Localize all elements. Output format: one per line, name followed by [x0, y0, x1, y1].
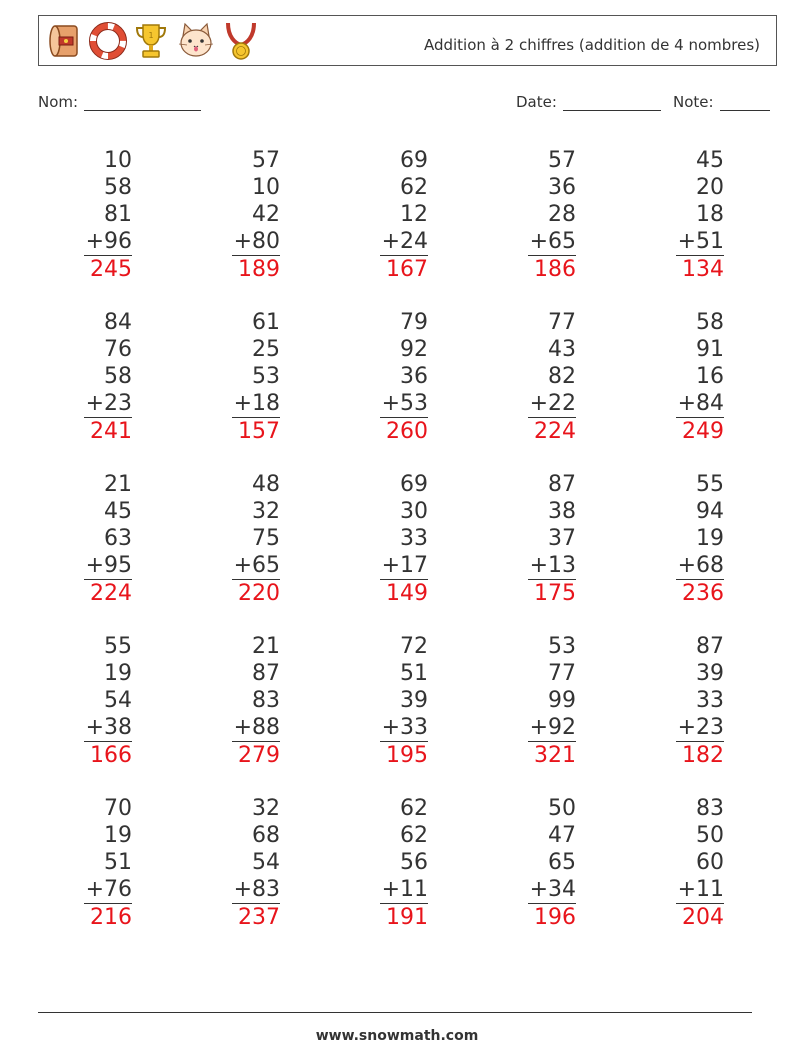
addend: 42 [252, 202, 280, 227]
answer: 204 [682, 905, 724, 930]
answer: 167 [386, 257, 428, 282]
addend: 47 [548, 823, 576, 848]
page-title: Addition à 2 chiffres (addition de 4 nombres) [423, 36, 760, 54]
addend: 39 [400, 688, 428, 713]
addend: 62 [400, 823, 428, 848]
addend: 36 [400, 364, 428, 389]
addend: 92 [400, 337, 428, 362]
addition-problem [380, 795, 428, 931]
addition-problem [676, 147, 724, 283]
last-addend: +18 [233, 391, 280, 416]
answer: 241 [90, 419, 132, 444]
last-addend: +92 [529, 715, 576, 740]
answer: 186 [534, 257, 576, 282]
last-addend: +22 [529, 391, 576, 416]
answer: 134 [682, 257, 724, 282]
last-addend: +88 [233, 715, 280, 740]
addend: 39 [696, 661, 724, 686]
answer: 149 [386, 581, 428, 606]
addend: 69 [400, 472, 428, 497]
addend: 87 [548, 472, 576, 497]
addend: 45 [104, 499, 132, 524]
answer: 166 [90, 743, 132, 768]
last-addend: +96 [85, 229, 132, 254]
addend: 25 [252, 337, 280, 362]
date-blank[interactable] [563, 95, 661, 111]
answer: 279 [238, 743, 280, 768]
addend: 70 [104, 796, 132, 821]
addend: 57 [252, 148, 280, 173]
addend: 28 [548, 202, 576, 227]
addend: 62 [400, 796, 428, 821]
addend: 77 [548, 661, 576, 686]
addition-problem [84, 795, 132, 931]
last-addend: +23 [85, 391, 132, 416]
addend: 18 [696, 202, 724, 227]
trophy-icon [133, 21, 169, 61]
header-icons [47, 20, 259, 62]
addend: 48 [252, 472, 280, 497]
answer: 175 [534, 581, 576, 606]
addition-problem [232, 795, 280, 931]
addend: 99 [548, 688, 576, 713]
answer: 220 [238, 581, 280, 606]
last-addend: +24 [381, 229, 428, 254]
answer: 191 [386, 905, 428, 930]
last-addend: +23 [677, 715, 724, 740]
addend: 58 [104, 175, 132, 200]
addition-problem [232, 633, 280, 769]
addition-problem [676, 633, 724, 769]
addition-problem [528, 147, 576, 283]
answer: 236 [682, 581, 724, 606]
addend: 19 [104, 661, 132, 686]
addition-problem [84, 147, 132, 283]
answer: 224 [534, 419, 576, 444]
addend: 45 [696, 148, 724, 173]
addend: 63 [104, 526, 132, 551]
addition-problem [380, 147, 428, 283]
date-field [516, 93, 661, 111]
addend: 69 [400, 148, 428, 173]
name-label: Nom: [38, 93, 79, 111]
addend: 56 [400, 850, 428, 875]
addend: 62 [400, 175, 428, 200]
last-addend: +83 [233, 877, 280, 902]
addend: 32 [252, 796, 280, 821]
addend: 19 [696, 526, 724, 551]
addend: 94 [696, 499, 724, 524]
addition-problem [380, 633, 428, 769]
lifebuoy-icon [89, 22, 127, 60]
addend: 33 [696, 688, 724, 713]
addend: 58 [696, 310, 724, 335]
addition-problem [232, 309, 280, 445]
addend: 53 [548, 634, 576, 659]
last-addend: +11 [381, 877, 428, 902]
addition-problem [528, 309, 576, 445]
addend: 72 [400, 634, 428, 659]
footer-site: www.snowmath.com [315, 1028, 479, 1044]
last-addend: +84 [677, 391, 724, 416]
addend: 84 [104, 310, 132, 335]
addend: 77 [548, 310, 576, 335]
addend: 55 [696, 472, 724, 497]
date-label: Date: [516, 93, 557, 111]
last-addend: +76 [85, 877, 132, 902]
cat-icon [175, 22, 217, 60]
last-addend: +68 [677, 553, 724, 578]
last-addend: +65 [233, 553, 280, 578]
name-field [38, 93, 201, 111]
addition-problem [528, 471, 576, 607]
addend: 75 [252, 526, 280, 551]
addend: 60 [696, 850, 724, 875]
addend: 20 [696, 175, 724, 200]
addend: 58 [104, 364, 132, 389]
addition-problem [676, 309, 724, 445]
svg-text:1: 1 [148, 31, 154, 40]
addend: 81 [104, 202, 132, 227]
addition-problem [232, 147, 280, 283]
addend: 87 [252, 661, 280, 686]
addend: 21 [252, 634, 280, 659]
addend: 54 [252, 850, 280, 875]
addend: 68 [252, 823, 280, 848]
addend: 50 [696, 823, 724, 848]
addend: 10 [252, 175, 280, 200]
addend: 87 [696, 634, 724, 659]
addition-problem [676, 795, 724, 931]
addend: 79 [400, 310, 428, 335]
last-addend: +38 [85, 715, 132, 740]
medal-icon [223, 21, 259, 61]
addition-problem [84, 471, 132, 607]
answer: 216 [90, 905, 132, 930]
addition-problem [84, 633, 132, 769]
footer-divider [38, 1012, 752, 1013]
last-addend: +80 [233, 229, 280, 254]
last-addend: +51 [677, 229, 724, 254]
addend: 50 [548, 796, 576, 821]
addition-problem [676, 471, 724, 607]
addend: 16 [696, 364, 724, 389]
addend: 91 [696, 337, 724, 362]
addend: 61 [252, 310, 280, 335]
addend: 37 [548, 526, 576, 551]
name-blank[interactable] [84, 95, 201, 111]
last-addend: +33 [381, 715, 428, 740]
addition-problem [232, 471, 280, 607]
addend: 83 [696, 796, 724, 821]
answer: 195 [386, 743, 428, 768]
addend: 38 [548, 499, 576, 524]
answer: 321 [534, 743, 576, 768]
answer: 237 [238, 905, 280, 930]
answer: 189 [238, 257, 280, 282]
last-addend: +53 [381, 391, 428, 416]
last-addend: +11 [677, 877, 724, 902]
addend: 32 [252, 499, 280, 524]
addend: 55 [104, 634, 132, 659]
scroll-icon [47, 22, 83, 60]
addend: 76 [104, 337, 132, 362]
answer: 245 [90, 257, 132, 282]
answer: 260 [386, 419, 428, 444]
addend: 65 [548, 850, 576, 875]
grade-blank[interactable] [720, 95, 770, 111]
addition-problem [380, 309, 428, 445]
addend: 57 [548, 148, 576, 173]
answer: 182 [682, 743, 724, 768]
addition-problem [528, 795, 576, 931]
last-addend: +95 [85, 553, 132, 578]
answer: 224 [90, 581, 132, 606]
addition-problem [380, 471, 428, 607]
worksheet-header [38, 15, 777, 66]
addend: 19 [104, 823, 132, 848]
addend: 83 [252, 688, 280, 713]
grade-field [673, 93, 770, 111]
answer: 157 [238, 419, 280, 444]
last-addend: +13 [529, 553, 576, 578]
addition-problem [84, 309, 132, 445]
addend: 30 [400, 499, 428, 524]
addition-problem [528, 633, 576, 769]
answer: 249 [682, 419, 724, 444]
addend: 33 [400, 526, 428, 551]
addend: 53 [252, 364, 280, 389]
answer: 196 [534, 905, 576, 930]
last-addend: +34 [529, 877, 576, 902]
addend: 36 [548, 175, 576, 200]
addend: 54 [104, 688, 132, 713]
last-addend: +17 [381, 553, 428, 578]
grade-label: Note: [673, 93, 714, 111]
addend: 21 [104, 472, 132, 497]
addend: 82 [548, 364, 576, 389]
addend: 51 [400, 661, 428, 686]
addend: 43 [548, 337, 576, 362]
addend: 51 [104, 850, 132, 875]
addend: 12 [400, 202, 428, 227]
addend: 10 [104, 148, 132, 173]
last-addend: +65 [529, 229, 576, 254]
